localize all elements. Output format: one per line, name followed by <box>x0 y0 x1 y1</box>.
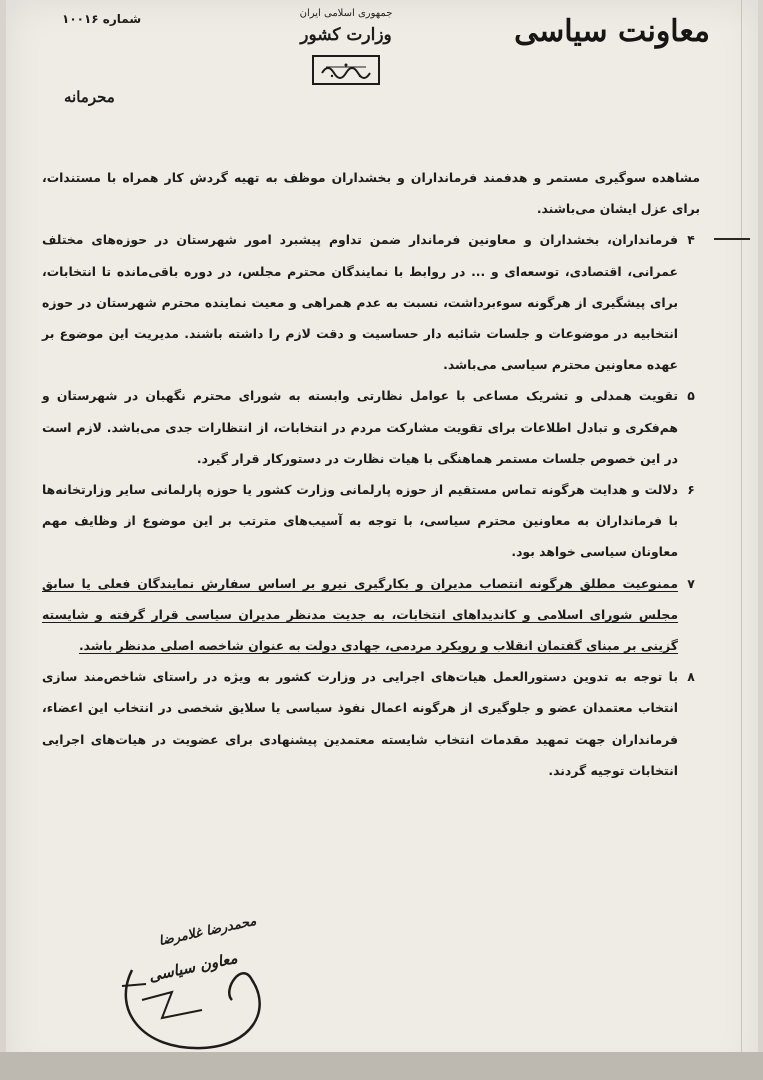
margin-mark <box>714 238 750 240</box>
classification-label: محرمانه <box>64 88 115 106</box>
item-text: با توجه به تدوین دستورالعمل هیات‌های اجرایی در وزارت کشور به ویژه در راستای شاخص‌مند سازی انتخاب معتمدان عضو و جلوگیری از هرگونه اعمال نفوذ سیاسی یا سلایق شخصی در انتخاب این اعضاء، فرمانداران جهت تمهید مقدمات انتخاب شایسته معتمدین پیشنهادی برای عضویت در هیات‌های اجرایی انتخابات توجیه گردند. <box>42 669 678 778</box>
desk-surface <box>0 1052 763 1080</box>
document-number: شماره ۱۰۰۱۶ <box>62 12 142 26</box>
ministry-logo-icon <box>312 55 380 85</box>
list-item <box>42 568 700 662</box>
list-item <box>42 224 700 380</box>
signatory-name: محمدرضا غلامرضا <box>157 913 258 950</box>
intro-paragraph: مشاهده سوگیری مستمر و هدفمند فرمانداران و بخشداران موظف به تهیه گردش کار همراه با مستندات، برای عزل ایشان می‌باشند. <box>42 170 700 217</box>
list-item <box>42 380 700 474</box>
office-title: معاونت سیاسی <box>514 14 710 49</box>
item-text: تقویت همدلی و تشریک مساعی با عوامل نظارتی وابسته به شورای محترم نگهبان در شهرستان و هم‌فکری و تبادل اطلاعات برای تقویت مشارکت مردم در انتخابات، از انتظارات جدی می‌باشد. لازم است در این خصوص جلسات مستمر هماهنگی با هیات نظارت در دستورکار قرار گیرد. <box>42 388 678 466</box>
signatory-title: معاون سیاسی <box>147 948 239 986</box>
letter-body <box>42 162 700 786</box>
item-text: فرمانداران، بخشداران و معاونین فرماندار ضمن تداوم پیشبرد امور شهرستان در حوزه‌های مختلف عمرانی، اقتصادی، توسعه‌ای و ... در روابط با نمایندگان محترم مجلس، در دوره باقی‌مانده تا انتخابات، برای پیشگیری از هرگونه سوءبرداشت، نسبت به عدم همراهی و معیت نماینده محترم شهرستان در حوزه انتخابیه در موضوعات و جلسات شائبه دار حساسیت و دقت لازم را داشته باشند. مدیریت این موضوع بر عهده معاونین محترم سیاسی می‌باشد. <box>42 232 678 373</box>
item-number: ۷ <box>687 575 695 591</box>
list-item <box>42 661 700 786</box>
item-number: ۸ <box>687 669 695 685</box>
ministry-label: وزارت کشور <box>300 25 392 45</box>
letter-page <box>6 0 758 1080</box>
republic-label: جمهوری اسلامی ایران <box>299 8 393 19</box>
item-text: دلالت و هدایت هرگونه تماس مستقیم از حوزه پارلمانی وزارت کشور یا حوزه پارلمانی سایر وزارتخانه‌ها با فرمانداران به معاونین محترم سیاسی، با توجه به آسیب‌های مترتب بر این موضوع از وظایف مهم معاونان سیاسی خواهد بود. <box>42 482 678 560</box>
item-number: ۵ <box>687 388 695 404</box>
letterhead <box>296 8 396 85</box>
item-number: ۴ <box>687 232 695 248</box>
signature-block <box>102 900 282 1060</box>
item-text: ممنوعیت مطلق هرگونه انتصاب مدیران و بکارگیری نیرو بر اساس سفارش نمایندگان فعلی یا سابق مجلس شورای اسلامی و کاندیداهای انتخابات، به جدیت مدنظر مدیران سیاسی قرار گرفته و شایسته گزینی بر مبنای گفتمان انقلاب و رویکرد مردمی، جهادی دولت به عنوان شاخصه اصلی مدنظر باشد. <box>42 575 678 654</box>
page-fold <box>741 0 742 1080</box>
item-number: ۶ <box>687 482 695 498</box>
list-item <box>42 474 700 568</box>
